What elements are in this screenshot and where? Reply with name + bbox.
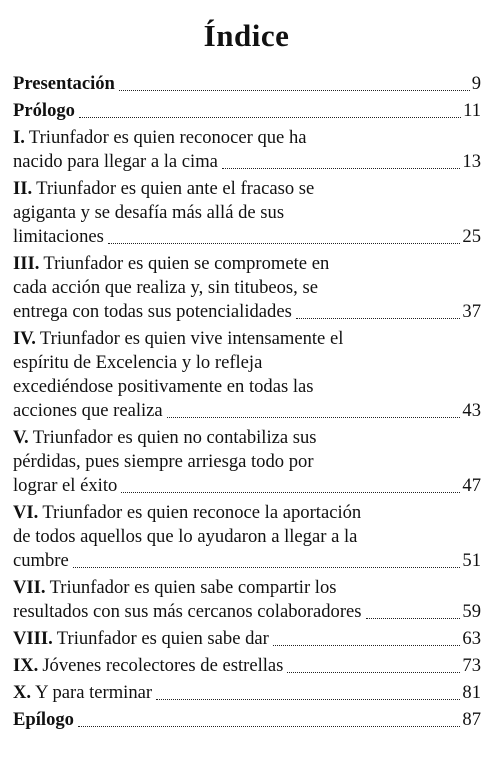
toc-entry-line xyxy=(13,126,481,150)
dot-leader xyxy=(73,566,461,568)
toc-entry-last-line xyxy=(13,399,481,423)
toc-entry-line xyxy=(13,375,481,399)
toc-page-number: 81 xyxy=(462,682,481,703)
toc-entry-text: agiganta y se desafía más allá de sus xyxy=(13,202,285,223)
toc-entry[interactable] xyxy=(13,426,481,498)
toc-entry-text: Triunfador es quien no contabiliza sus xyxy=(32,427,317,448)
toc-entry-text: Triunfador es quien reconoce la aportación xyxy=(42,502,362,523)
toc-page-number: 47 xyxy=(462,475,481,496)
toc-entry-line xyxy=(13,252,481,276)
toc-entry-last-line xyxy=(13,549,481,573)
toc-entry-last-line xyxy=(13,72,481,96)
toc-page-number: 11 xyxy=(463,100,481,121)
toc-entry-last-line xyxy=(13,627,481,651)
dot-leader xyxy=(287,671,460,673)
toc-entry[interactable] xyxy=(13,708,481,732)
toc-entry-text: Presentación xyxy=(13,73,115,94)
toc-page-number: 59 xyxy=(462,601,481,622)
toc-entry-number: V. xyxy=(13,427,29,448)
toc-entry-line xyxy=(13,426,481,450)
toc-entry-line xyxy=(13,276,481,300)
toc-entry-text: nacido para llegar a la cima xyxy=(13,151,218,172)
toc-entry-text: limitaciones xyxy=(13,226,104,247)
toc-entry-text: Triunfador es quien reconocer que ha xyxy=(28,127,307,148)
toc-entry-line xyxy=(13,327,481,351)
dot-leader xyxy=(119,89,470,91)
toc-entry[interactable] xyxy=(13,501,481,573)
toc-entry-text: excediéndose positivamente en todas las xyxy=(13,376,314,397)
toc-entry-line xyxy=(13,177,481,201)
page-title: Índice xyxy=(203,18,290,53)
toc-page-number: 63 xyxy=(462,628,481,649)
toc-entry-line xyxy=(13,576,481,600)
dot-leader xyxy=(108,242,461,244)
toc-entry-text: cada acción que realiza y, sin titubeos, se xyxy=(13,277,318,298)
toc-entry[interactable] xyxy=(13,99,481,123)
toc-entry-text: resultados con sus más cercanos colaboradores xyxy=(13,601,362,622)
toc-entry-text: Triunfador es quien se compromete en xyxy=(43,253,330,274)
toc-entry-text: pérdidas, pues siempre arriesga todo por xyxy=(13,451,314,472)
toc-entry-number: IX. xyxy=(13,655,39,676)
toc-entry-last-line xyxy=(13,681,481,705)
toc-page-number: 37 xyxy=(462,301,481,322)
toc-entry-text: lograr el éxito xyxy=(13,475,118,496)
toc-page-number: 43 xyxy=(462,400,481,421)
dot-leader xyxy=(273,644,461,646)
toc-entry[interactable] xyxy=(13,126,481,174)
toc-entry-number: III. xyxy=(13,253,40,274)
toc-entry-number: VII. xyxy=(13,577,46,598)
toc-entry-last-line xyxy=(13,654,481,678)
toc-entry-text: Triunfador es quien sabe dar xyxy=(56,628,269,649)
toc-entry-line xyxy=(13,525,481,549)
toc-entry[interactable] xyxy=(13,654,481,678)
dot-leader xyxy=(78,725,460,727)
toc-entry-text: acciones que realiza xyxy=(13,400,163,421)
toc-entry-line xyxy=(13,201,481,225)
dot-leader xyxy=(222,167,460,169)
toc-page-number: 25 xyxy=(462,226,481,247)
toc-entry-number: VI. xyxy=(13,502,39,523)
toc-entry-last-line xyxy=(13,99,481,123)
toc-entry-number: X. xyxy=(13,682,32,703)
toc-entry-last-line xyxy=(13,600,481,624)
toc-entry-last-line xyxy=(13,474,481,498)
toc-entry[interactable] xyxy=(13,576,481,624)
dot-leader xyxy=(167,416,461,418)
toc-entry-number: II. xyxy=(13,178,33,199)
dot-leader xyxy=(79,116,461,118)
toc-entry-text: Epílogo xyxy=(13,709,74,730)
toc-page-number: 13 xyxy=(462,151,481,172)
toc-page-number: 87 xyxy=(462,709,481,730)
toc-entry-text: de todos aquellos que lo ayudaron a llegar a la xyxy=(13,526,358,547)
toc-entry-text: Prólogo xyxy=(13,100,75,121)
toc-entry-line xyxy=(13,501,481,525)
toc-entry-last-line xyxy=(13,300,481,324)
toc-entry-line xyxy=(13,351,481,375)
toc-entry-text: Jóvenes recolectores de estrellas xyxy=(42,655,284,676)
dot-leader xyxy=(296,317,461,319)
dot-leader xyxy=(121,491,460,493)
toc-entry[interactable] xyxy=(13,627,481,651)
toc-entry-text: Triunfador es quien ante el fracaso se xyxy=(36,178,315,199)
toc-entry[interactable] xyxy=(13,72,481,96)
toc-entry-last-line xyxy=(13,225,481,249)
toc-entry-line xyxy=(13,450,481,474)
toc-entry-number: VIII. xyxy=(13,628,53,649)
toc-entry[interactable] xyxy=(13,681,481,705)
toc-page-number: 9 xyxy=(471,73,481,94)
toc-entry-last-line xyxy=(13,708,481,732)
toc-entry-number: IV. xyxy=(13,328,36,349)
toc-entry[interactable] xyxy=(13,252,481,324)
toc-entry-text: Triunfador es quien vive intensamente el xyxy=(39,328,344,349)
toc-entry-text: Triunfador es quien sabe compartir los xyxy=(49,577,337,598)
toc-entry-last-line xyxy=(13,150,481,174)
toc-entry-text: espíritu de Excelencia y lo refleja xyxy=(13,352,263,373)
table-of-contents xyxy=(13,72,481,735)
dot-leader xyxy=(156,698,460,700)
toc-entry-text: entrega con todas sus potencialidades xyxy=(13,301,292,322)
toc-entry-text: Y para terminar xyxy=(35,682,153,703)
toc-entry-number: I. xyxy=(13,127,25,148)
toc-entry[interactable] xyxy=(13,177,481,249)
dot-leader xyxy=(366,617,461,619)
toc-entry-text: cumbre xyxy=(13,550,69,571)
toc-entry[interactable] xyxy=(13,327,481,423)
toc-page-number: 73 xyxy=(462,655,481,676)
toc-page-number: 51 xyxy=(462,550,481,571)
